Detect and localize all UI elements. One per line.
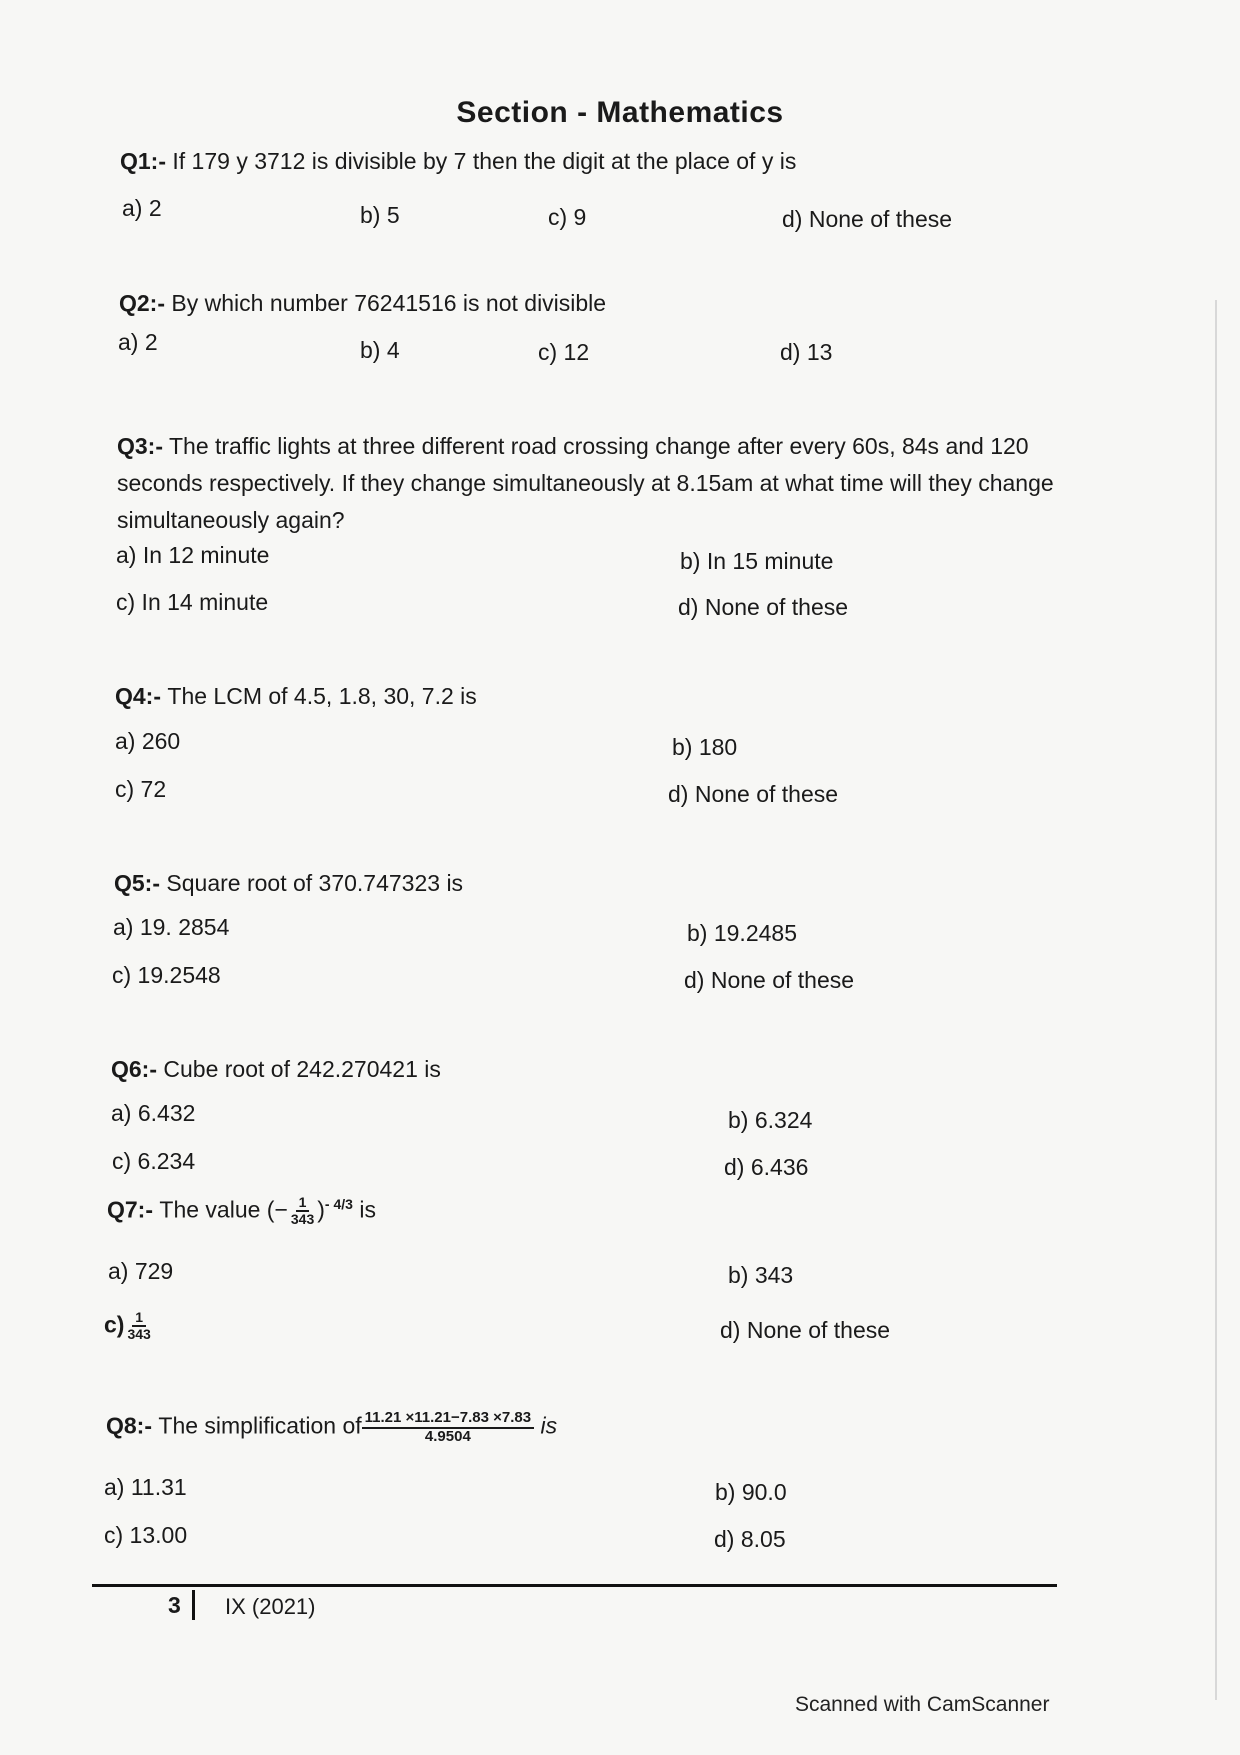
question-label: Q8:- <box>106 1412 152 1439</box>
question-text: The traffic lights at three different road crossing change after every 60s, 84s and 120 seconds respectively. If they change simultaneously at 8.15am at what time will they change simultaneously again? <box>117 433 1054 533</box>
question-text-before: The simplification of <box>158 1412 362 1439</box>
scan-edge <box>1215 300 1217 1700</box>
option-c <box>104 1310 154 1343</box>
fraction-numerator: 1 <box>296 1195 310 1212</box>
exponent: - 4/3 <box>324 1195 353 1212</box>
option-b: b) 19.2485 <box>687 920 797 946</box>
page-number: 3 <box>168 1592 181 1618</box>
question-label: Q4:- <box>115 683 161 709</box>
option-d: d) None of these <box>720 1317 891 1343</box>
question-text: Cube root of 242.270421 is <box>163 1056 441 1082</box>
option-a: a) 19. 2854 <box>113 914 230 940</box>
footer-separator <box>192 1590 195 1620</box>
question-8 <box>106 1410 557 1445</box>
option-b: b) 5 <box>360 202 400 228</box>
question-text-after: ) <box>317 1196 325 1223</box>
scanner-watermark: Scanned with CamScanner <box>795 1693 1050 1716</box>
question-text-end: is <box>359 1196 376 1223</box>
option-a: a) In 12 minute <box>116 542 270 568</box>
fraction-numerator: 1 <box>132 1310 146 1327</box>
option-d: d) None of these <box>782 206 953 232</box>
question-6 <box>111 1056 441 1083</box>
question-label: Q7:- <box>107 1196 153 1223</box>
question-text: Square root of 370.747323 is <box>166 870 464 896</box>
option-b: b) 180 <box>672 734 738 760</box>
fraction-denominator: 343 <box>127 1326 151 1343</box>
option-c: c) 9 <box>548 204 587 230</box>
option-a: a) 260 <box>115 728 181 754</box>
section-title: Section - Mathematics <box>456 96 784 129</box>
option-c-fraction <box>124 1310 153 1343</box>
question-label: Q2:- <box>119 290 165 316</box>
option-c: c) 13.00 <box>104 1522 188 1548</box>
question-7 <box>107 1195 376 1228</box>
footer-divider <box>92 1584 1057 1587</box>
option-a: a) 729 <box>108 1258 174 1284</box>
fraction-numerator: 11.21 ×11.21−7.83 ×7.83 <box>362 1410 534 1429</box>
option-c: c) 6.234 <box>112 1148 196 1174</box>
option-a: a) 11.31 <box>104 1474 187 1500</box>
question-2 <box>119 290 606 317</box>
fraction <box>362 1410 534 1445</box>
question-text: If 179 y 3712 is divisible by 7 then the digit at the place of y is <box>172 148 797 174</box>
question-label: Q6:- <box>111 1056 157 1082</box>
question-text: By which number 76241516 is not divisible <box>171 290 607 316</box>
fraction <box>288 1195 317 1228</box>
option-c: c) 19.2548 <box>112 962 221 988</box>
option-c: c) 12 <box>538 339 590 365</box>
option-c: c) In 14 minute <box>116 589 269 615</box>
option-b: b) 90.0 <box>715 1479 787 1505</box>
option-d: d) 8.05 <box>714 1526 786 1552</box>
fraction-denominator: 343 <box>290 1211 315 1228</box>
question-label: Q5:- <box>114 870 160 896</box>
question-text-before: The value (− <box>159 1196 288 1223</box>
option-b: b) In 15 minute <box>680 548 834 574</box>
question-4 <box>115 683 477 710</box>
question-1 <box>120 148 796 175</box>
question-label: Q1:- <box>120 148 166 174</box>
fraction-denominator: 4.9504 <box>424 1427 471 1445</box>
option-a: a) 6.432 <box>111 1100 196 1126</box>
class-label: IX (2021) <box>225 1594 316 1619</box>
question-text-end: is <box>540 1412 558 1439</box>
option-b: b) 343 <box>728 1262 794 1288</box>
option-d: d) 6.436 <box>724 1154 809 1180</box>
option-a: a) 2 <box>118 329 158 355</box>
option-d: d) None of these <box>678 594 849 620</box>
option-d: d) None of these <box>668 781 839 807</box>
option-d: d) 13 <box>780 339 833 365</box>
option-b: b) 4 <box>360 337 400 363</box>
option-c: c) 72 <box>115 776 167 802</box>
option-b: b) 6.324 <box>728 1107 813 1133</box>
question-text: The LCM of 4.5, 1.8, 30, 7.2 is <box>167 683 477 709</box>
question-5 <box>114 870 463 897</box>
question-label: Q3:- <box>117 433 163 459</box>
option-d: d) None of these <box>684 967 855 993</box>
option-a: a) 2 <box>122 195 162 221</box>
question-3 <box>117 428 1057 539</box>
option-c-label: c) <box>104 1311 125 1338</box>
